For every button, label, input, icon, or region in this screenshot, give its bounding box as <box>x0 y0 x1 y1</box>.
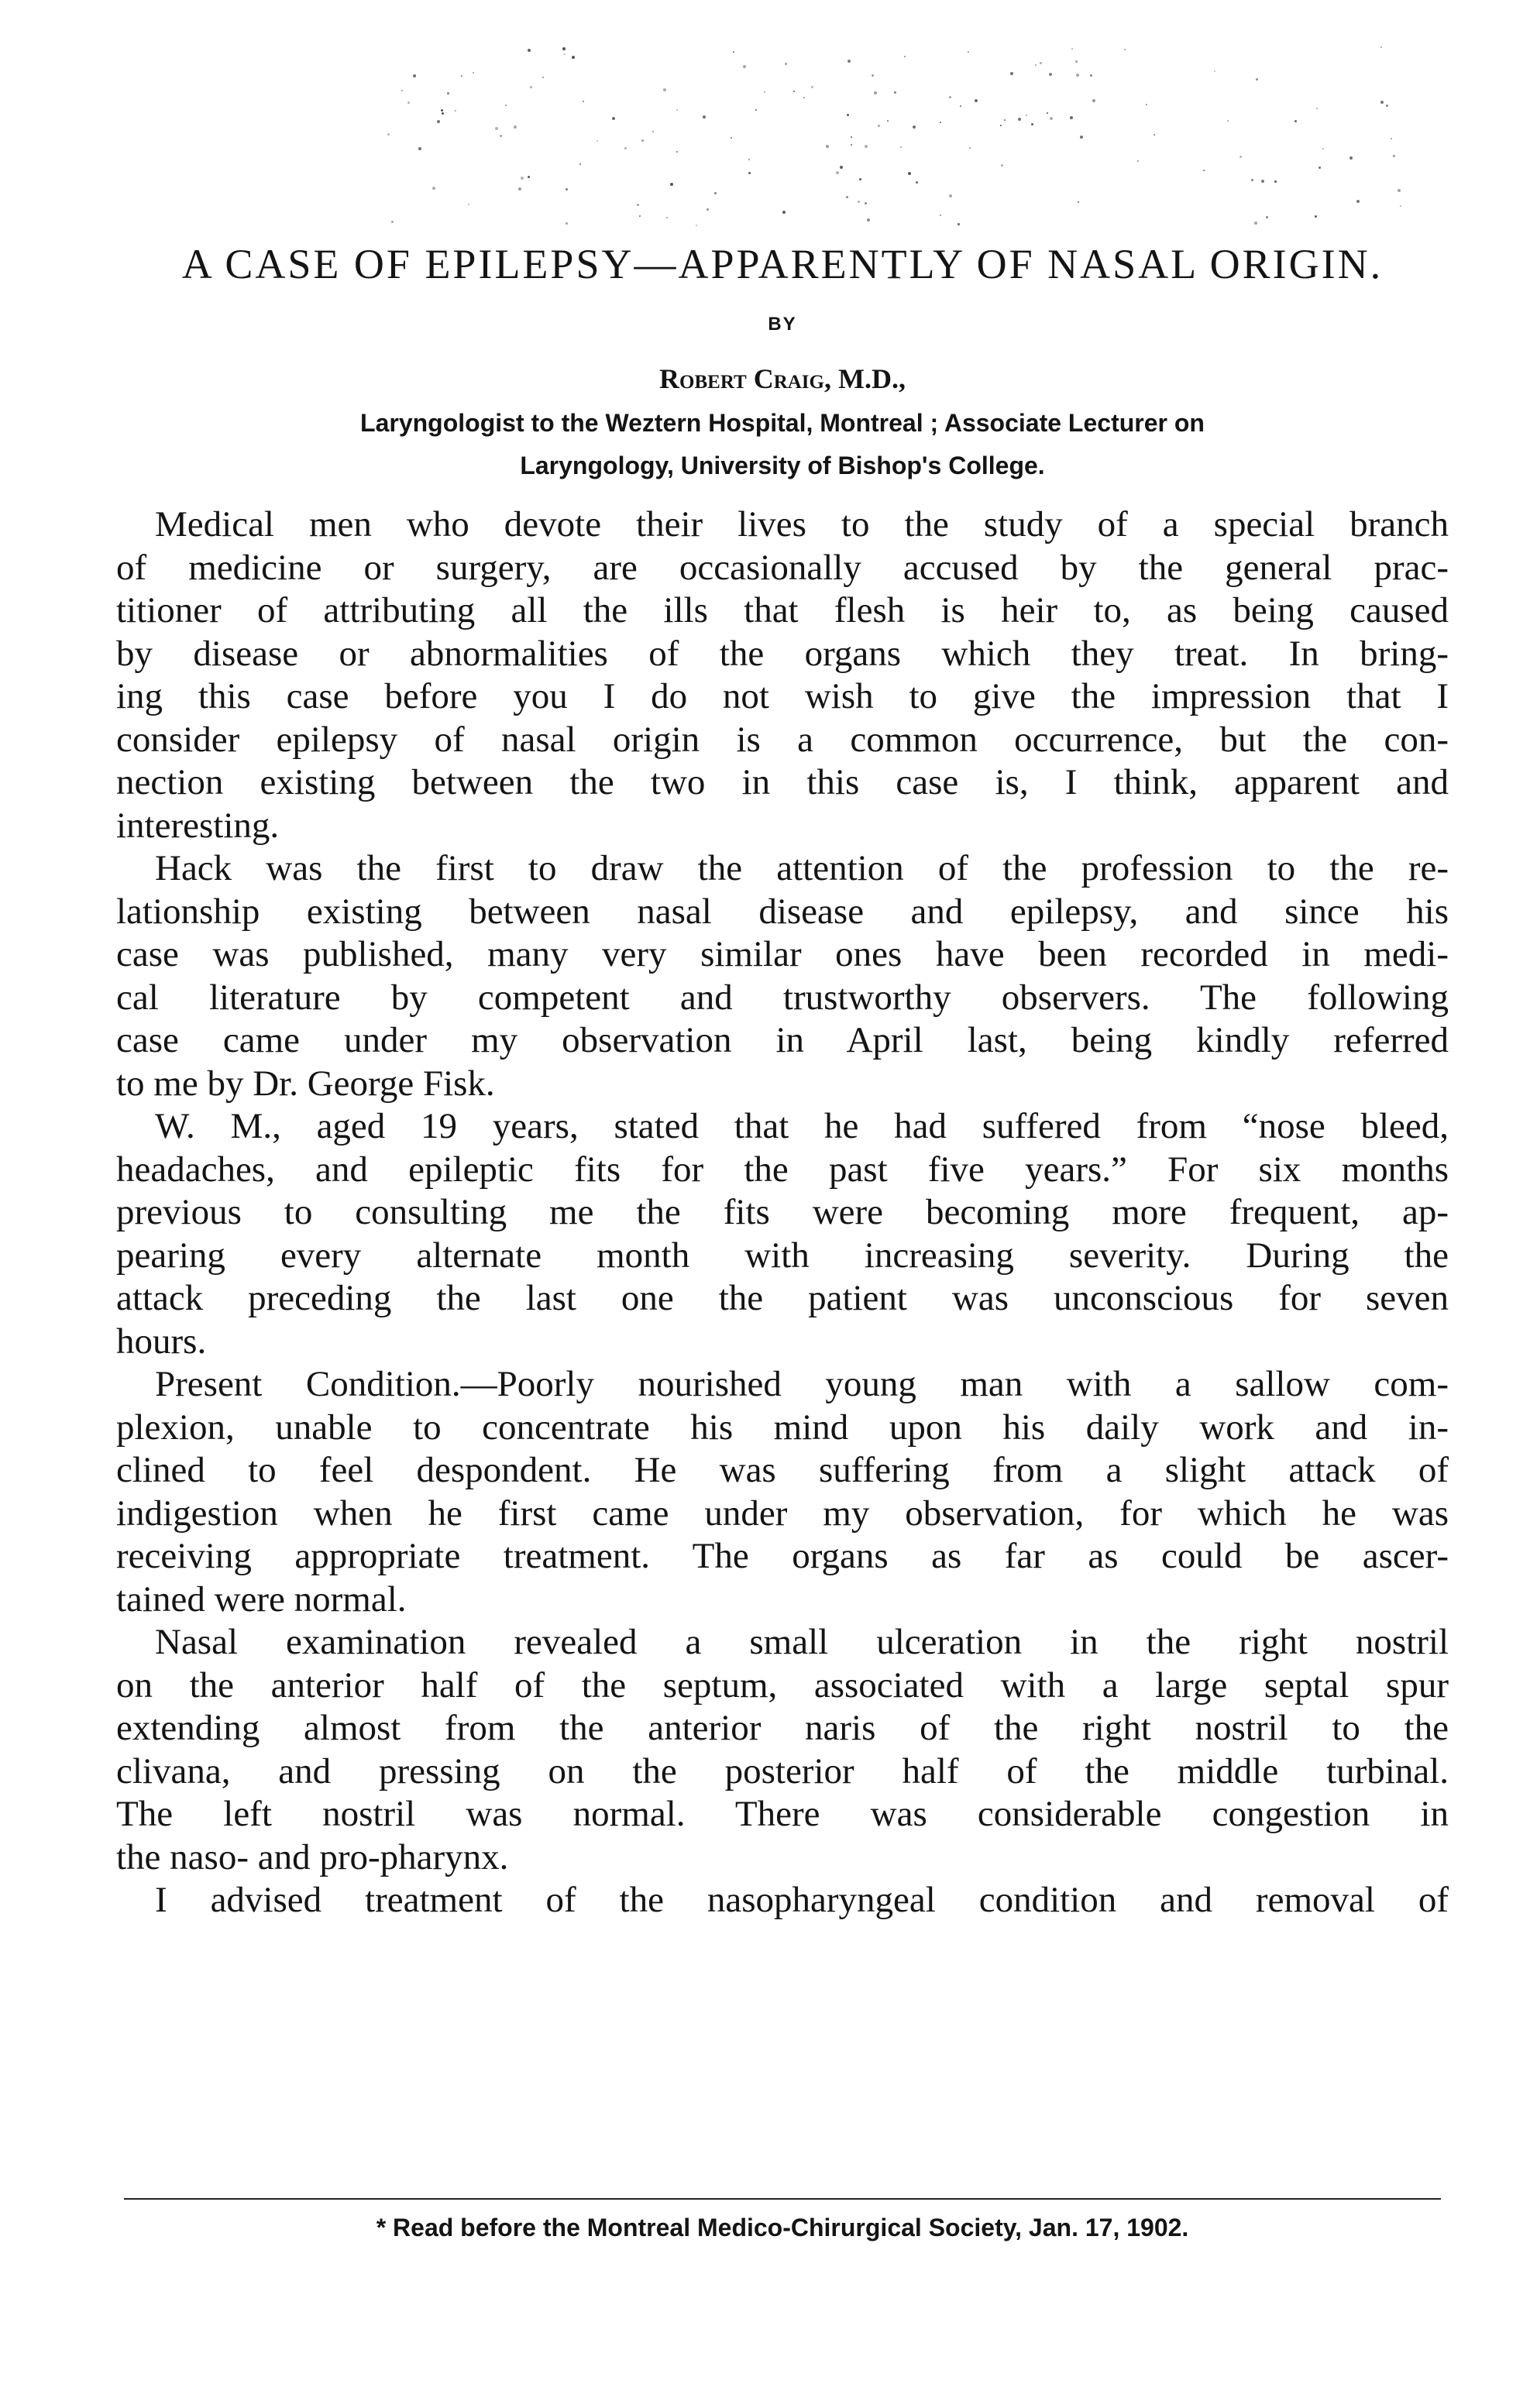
speckle <box>1075 60 1078 63</box>
speckle <box>641 139 644 142</box>
speckle <box>743 65 746 68</box>
speckle <box>564 53 566 55</box>
text-line: I advised treatment of the nasopharyngeal condition and removal of <box>155 1880 1449 1920</box>
text-line: to me by Dr. George Fisk. <box>116 1063 495 1104</box>
speckle <box>872 74 874 77</box>
text-line: headaches, and epileptic fits for the past five years.” For six months <box>116 1149 1449 1190</box>
speckle <box>500 135 502 137</box>
speckle <box>960 105 961 107</box>
footnote-rule <box>124 2198 1441 2200</box>
speckle <box>908 172 911 175</box>
speckle <box>676 109 678 111</box>
text-line: Present Condition.—Poorly nourished young man with a sallow com- <box>155 1364 1449 1404</box>
speckle <box>1031 123 1033 125</box>
speckle <box>583 101 584 102</box>
text-line: pearing every alternate month with increasing severity. During the <box>116 1235 1449 1276</box>
speckle <box>940 215 941 216</box>
speckle <box>755 109 757 111</box>
speckle <box>975 99 978 102</box>
article-title: A CASE OF EPILEPSY—APPARENTLY OF NASAL ORIGIN. <box>181 241 1384 287</box>
speckle <box>1256 78 1258 81</box>
text-line: consider epilepsy of nasal origin is a common occurrence, but the con- <box>116 719 1449 760</box>
text-line: ing this case before you I do not wish to give the impression that I <box>116 676 1449 716</box>
text-line: Nasal examination revealed a small ulceration in the right nostril <box>155 1622 1449 1662</box>
speckle <box>676 151 678 153</box>
paragraph <box>116 1621 1449 1879</box>
paragraph <box>116 847 1449 1105</box>
text-line: clivana, and pressing on the posterior half of the middle turbinal. <box>116 1750 1449 1791</box>
text-line: extending almost from the anterior naris of the right nostril to the <box>116 1708 1449 1748</box>
speckle <box>413 74 416 77</box>
byline-label: BY <box>768 314 797 335</box>
text-line: case was published, many very similar ones have been recorded in medi- <box>116 934 1449 974</box>
text-line: the naso- and pro-pharynx. <box>116 1836 509 1877</box>
speckle <box>441 109 443 112</box>
text-line: plexion, unable to concentrate his mind upon his daily work and in- <box>116 1407 1449 1448</box>
text-line: titioner of attributing all the ills that flesh is heir to, as being caused <box>116 590 1449 630</box>
author-name: Robert Craig, M.D., <box>659 363 906 394</box>
speckle <box>521 177 524 180</box>
paragraph <box>116 503 1449 847</box>
speckle <box>566 188 568 191</box>
text-line: Hack was the first to draw the attention of the profession to the re- <box>155 848 1449 888</box>
text-line: tained were normal. <box>116 1578 407 1620</box>
text-line: of medicine or surgery, are occasionally accused by the general prac- <box>116 547 1449 588</box>
speckle <box>904 56 906 57</box>
speckle <box>940 122 941 123</box>
text-line: on the anterior half of the septum, associated with a large septal spur <box>116 1664 1449 1706</box>
speckle <box>1137 160 1139 162</box>
text-line: hours. <box>116 1321 207 1362</box>
speckle <box>572 56 575 59</box>
paragraph <box>116 1105 1449 1363</box>
speckle <box>1049 73 1052 76</box>
speckle <box>968 51 969 53</box>
text-line: indigestion when he first came under my observation, for which he was <box>116 1493 1449 1534</box>
text-line: cal literature by competent and trustworthy observers. The following <box>116 977 1449 1018</box>
speckle <box>1239 156 1242 158</box>
speckle <box>1154 134 1155 136</box>
speckle <box>1261 180 1264 183</box>
speckle <box>442 112 444 115</box>
text-line: nection existing between the two in this case is, I think, apparent and <box>116 762 1449 802</box>
speckle <box>703 115 706 119</box>
speckle <box>714 192 717 194</box>
speckle <box>1001 164 1003 167</box>
speckle <box>1070 116 1073 119</box>
text-line: case came under my observation in April last, being kindly referred <box>116 1020 1449 1060</box>
speckle <box>874 91 877 94</box>
text-line: clined to feel despondent. He was suffering from a slight attack of <box>116 1450 1449 1490</box>
speckle <box>748 159 750 160</box>
text-line: by disease or abnormalities of the organs which they treat. In bring- <box>116 633 1449 674</box>
footnote: * Read before the Montreal Medico-Chirurgical Society, Jan. 17, 1902. <box>376 2214 1189 2241</box>
speckle <box>418 147 421 150</box>
speckle <box>455 110 456 112</box>
text-line: Medical men who devote their lives to the study of a special branch <box>155 504 1449 544</box>
text-line: The left nostril was normal. There was considerable congestion in <box>116 1794 1449 1834</box>
speckle <box>447 92 449 94</box>
speckle <box>639 215 641 217</box>
speckle <box>958 223 960 225</box>
speckle <box>566 222 568 225</box>
speckle <box>900 146 902 148</box>
speckle <box>1322 148 1324 149</box>
text-line: attack preceding the last one the patient was unconscious for seven <box>116 1278 1449 1318</box>
speckle <box>1146 104 1147 105</box>
speckle <box>1380 101 1384 104</box>
speckle <box>865 202 867 204</box>
speckle <box>468 204 469 205</box>
speckle <box>528 49 531 52</box>
article-body <box>116 503 1449 1922</box>
speckle <box>826 145 829 148</box>
speckle <box>1080 136 1083 139</box>
speckle <box>528 176 530 178</box>
author-affiliation-line-1: Laryngologist to the Weztern Hospital, Montreal ; Associate Lecturer on <box>360 409 1205 437</box>
speckle <box>1398 189 1401 192</box>
speckle <box>562 47 566 50</box>
text-line: lationship existing between nasal disease and epilepsy, and since his <box>116 891 1449 932</box>
document-page <box>116 0 1449 2408</box>
author-affiliation-line-2: Laryngology, University of Bishop's College. <box>520 452 1045 479</box>
speckle <box>666 217 668 218</box>
speckle <box>696 225 697 226</box>
text-line: W. M., aged 19 years, stated that he had suffered from “nose bleed, <box>155 1106 1449 1146</box>
text-line: receiving appropriate treatment. The organs as far as could be ascer- <box>116 1536 1449 1576</box>
speckle <box>949 96 951 98</box>
speckle <box>1227 120 1229 122</box>
paragraph <box>116 1363 1449 1621</box>
paragraph <box>116 1879 1449 1922</box>
speckle <box>1092 99 1095 102</box>
text-line: previous to consulting me the fits were becoming more frequent, ap- <box>116 1192 1449 1232</box>
speckle <box>748 172 751 174</box>
text-line: interesting. <box>116 805 280 846</box>
